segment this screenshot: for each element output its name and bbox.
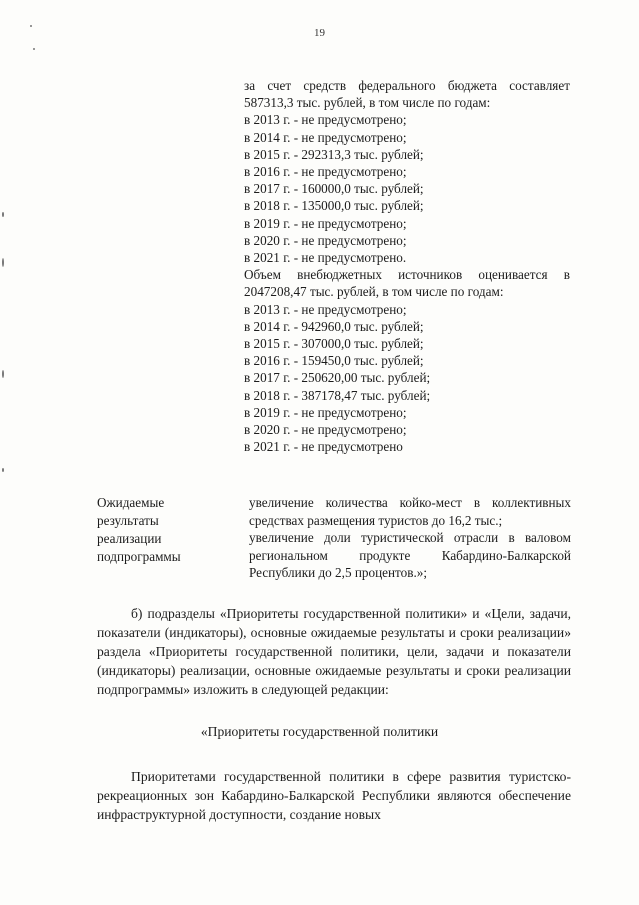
scan-speck xyxy=(2,212,4,217)
result-item-grp-share: увеличение доли туристической отрасли в валовом региональном продукте Кабардино-Балкарской Республики до 2,5 процентов.»; xyxy=(249,530,571,581)
paragraph-b-text: б) подразделы «Приоритеты государственной политики» и «Цели, задачи, показатели (индикаторы), основные ожидаемые результаты и сроки реализации» раздела «Приоритеты государственной политики, цели, задачи и показатели (индикаторы) реализации, основные ожидаемые результаты и сроки реализации подпрограммы» изложить в следующей редакции: xyxy=(97,606,571,697)
paragraph-priorities-text: Приоритетами государственной политики в сфере развития туристско-рекреационных зон Кабардино-Балкарской Республики являются обеспечение инфраструктурной доступности, создание новых xyxy=(97,769,571,822)
paragraph-priorities xyxy=(97,767,571,824)
federal-year-2014: в 2014 г. - не предусмотрено; xyxy=(244,129,407,145)
federal-budget-intro: за счет средств федерального бюджета составляет 587313,3 тыс. рублей, в том числе по годам: xyxy=(244,78,570,111)
label-line: Ожидаемые xyxy=(97,495,165,510)
extra-year-2020: в 2020 г. - не предусмотрено; xyxy=(244,422,407,438)
expected-results-label xyxy=(97,494,237,566)
federal-year-2015: в 2015 г. - 292313,3 тыс. рублей; xyxy=(244,146,424,162)
extra-year-2013: в 2013 г. - не предусмотрено; xyxy=(244,301,407,317)
extra-year-2018: в 2018 г. - 387178,47 тыс. рублей; xyxy=(244,387,431,403)
extra-year-2017: в 2017 г. - 250620,00 тыс. рублей; xyxy=(244,370,431,386)
extra-year-2016: в 2016 г. - 159450,0 тыс. рублей; xyxy=(244,353,424,369)
extra-year-2019: в 2019 г. - не предусмотрено; xyxy=(244,404,407,420)
federal-budget-years xyxy=(244,111,570,266)
result-item-beds: увеличение количества койко-мест в коллективных средствах размещения туристов до 16,2 тыс.; xyxy=(249,495,571,528)
extra-year-2015: в 2015 г. - 307000,0 тыс. рублей; xyxy=(244,336,424,352)
label-line: подпрограммы xyxy=(97,549,181,564)
federal-year-2020: в 2020 г. - не предусмотрено; xyxy=(244,232,407,248)
federal-year-2017: в 2017 г. - 160000,0 тыс. рублей; xyxy=(244,181,424,197)
federal-year-2016: в 2016 г. - не предусмотрено; xyxy=(244,164,407,180)
extrabudgetary-intro: Объем внебюджетных источников оценивается в 2047208,47 тыс. рублей, в том числе по годам: xyxy=(244,267,570,300)
federal-year-2018: в 2018 г. - 135000,0 тыс. рублей; xyxy=(244,198,424,214)
federal-year-2019: в 2019 г. - не предусмотрено; xyxy=(244,215,407,231)
scan-speck xyxy=(2,468,4,472)
scan-speck xyxy=(2,370,4,378)
label-line: реализации xyxy=(97,531,162,546)
scan-speck xyxy=(33,48,35,50)
paragraph-b xyxy=(97,604,571,699)
extra-year-2021: в 2021 г. - не предусмотрено xyxy=(244,439,403,455)
federal-year-2013: в 2013 г. - не предусмотрено; xyxy=(244,112,407,128)
section-heading: «Приоритеты государственной политики xyxy=(200,724,439,739)
extrabudgetary-years xyxy=(244,301,570,456)
federal-year-2021: в 2021 г. - не предусмотрено. xyxy=(244,250,407,266)
scan-speck xyxy=(2,258,4,267)
label-line: результаты xyxy=(97,513,159,528)
extra-year-2014: в 2014 г. - 942960,0 тыс. рублей; xyxy=(244,318,424,334)
financing-block xyxy=(244,77,570,455)
scan-speck xyxy=(30,25,32,27)
page-number: 19 xyxy=(314,27,325,39)
expected-results-content xyxy=(249,494,571,582)
